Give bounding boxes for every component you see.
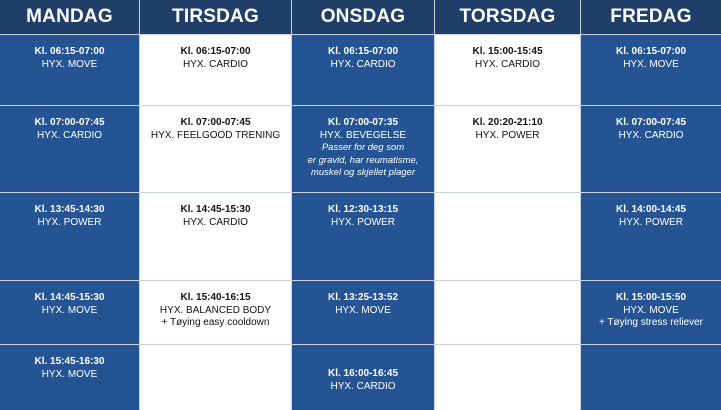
class-name: HYX. BALANCED BODY [159, 304, 272, 316]
class-name: HYX. MOVE [623, 58, 679, 70]
day-header: FREDAG [580, 0, 721, 35]
class-name: HYX. POWER [619, 216, 683, 228]
schedule-cell-empty [434, 345, 580, 410]
schedule-cell [434, 106, 580, 193]
class-note-line: er gravid, har reumatisme, [307, 154, 419, 166]
class-time: Kl. 07:00-07:45 [615, 117, 687, 128]
day-column-onsdag [291, 0, 434, 410]
schedule-cell-empty [139, 345, 291, 410]
schedule-cell [291, 106, 434, 193]
schedule-cell [0, 193, 139, 281]
schedule-cell [580, 193, 721, 281]
class-time: Kl. 20:20-21:10 [472, 117, 543, 128]
schedule-cell [139, 281, 291, 345]
class-extra: + Tøying stress reliever [598, 317, 703, 328]
class-time: Kl. 12:30-13:15 [327, 204, 399, 215]
class-time: Kl. 15:45-16:30 [34, 356, 105, 367]
schedule-cell [0, 281, 139, 345]
class-name: HYX. BEVEGELSE [319, 129, 407, 141]
class-name: HYX. CARDIO [36, 129, 102, 141]
schedule-cell-empty [434, 193, 580, 281]
class-name: HYX. CARDIO [330, 380, 396, 392]
class-name: HYX. POWER [37, 216, 102, 228]
class-name: HYX. MOVE [41, 304, 98, 316]
day-header: MANDAG [0, 0, 139, 35]
schedule-cell [434, 35, 580, 106]
class-time: Kl. 06:15-07:00 [180, 46, 251, 57]
class-extra: + Tøying easy cooldown [161, 317, 270, 328]
class-name: HYX. CARDIO [474, 58, 540, 70]
class-time: Kl. 06:15-07:00 [615, 46, 687, 57]
class-time: Kl. 14:45-15:30 [34, 292, 105, 303]
schedule-cell [291, 193, 434, 281]
schedule-cell [580, 281, 721, 345]
day-header: ONSDAG [291, 0, 434, 35]
class-time: Kl. 14:00-14:45 [615, 204, 687, 215]
class-time: Kl. 07:00-07:45 [34, 117, 105, 128]
class-name: HYX. MOVE [41, 58, 98, 70]
class-time: Kl. 13:45-14:30 [34, 204, 105, 215]
schedule-cell [0, 35, 139, 106]
day-column-tirsdag [139, 0, 291, 410]
class-name: HYX. CARDIO [182, 216, 248, 228]
class-name: HYX. CARDIO [330, 58, 396, 70]
class-time: Kl. 15:40-16:15 [180, 292, 251, 303]
schedule-cell-empty [434, 281, 580, 345]
schedule-cell-empty [580, 345, 721, 410]
class-time: Kl. 06:15-07:00 [327, 46, 399, 57]
day-header: TIRSDAG [139, 0, 291, 35]
class-name: HYX. POWER [331, 216, 395, 228]
class-time: Kl. 14:45-15:30 [180, 204, 251, 215]
class-note-line: Passer for deg som [321, 142, 405, 153]
class-time: Kl. 15:00-15:50 [615, 292, 687, 303]
schedule-cell [291, 35, 434, 106]
class-time: Kl. 15:00-15:45 [472, 46, 543, 57]
day-column-torsdag [434, 0, 580, 410]
class-name: HYX. CARDIO [618, 129, 684, 141]
schedule-cell [291, 281, 434, 345]
day-column-fredag [580, 0, 721, 410]
schedule-cell [139, 35, 291, 106]
schedule-cell [291, 345, 434, 410]
schedule-cell [580, 106, 721, 193]
class-time: Kl. 06:15-07:00 [34, 46, 105, 57]
class-name: HYX. CARDIO [182, 58, 248, 70]
class-note-line: muskel og skjellet plager [310, 167, 416, 178]
schedule-cell [0, 106, 139, 193]
class-name: HYX. MOVE [41, 368, 98, 380]
class-name: HYX. POWER [475, 129, 540, 141]
class-time: Kl. 16:00-16:45 [327, 368, 399, 379]
class-name: HYX. MOVE [623, 304, 679, 316]
schedule-cell [580, 35, 721, 106]
class-time: Kl. 07:00-07:45 [180, 117, 251, 128]
class-name: HYX. FEELGOOD TRENING [150, 129, 281, 141]
class-time: Kl. 07:00-07:35 [327, 117, 399, 128]
schedule-cell [139, 106, 291, 193]
day-column-mandag [0, 0, 139, 410]
class-name: HYX. MOVE [335, 304, 391, 316]
schedule-cell [139, 193, 291, 281]
class-time: Kl. 13:25-13:52 [327, 292, 399, 303]
day-header: TORSDAG [434, 0, 580, 35]
schedule-cell [0, 345, 139, 410]
